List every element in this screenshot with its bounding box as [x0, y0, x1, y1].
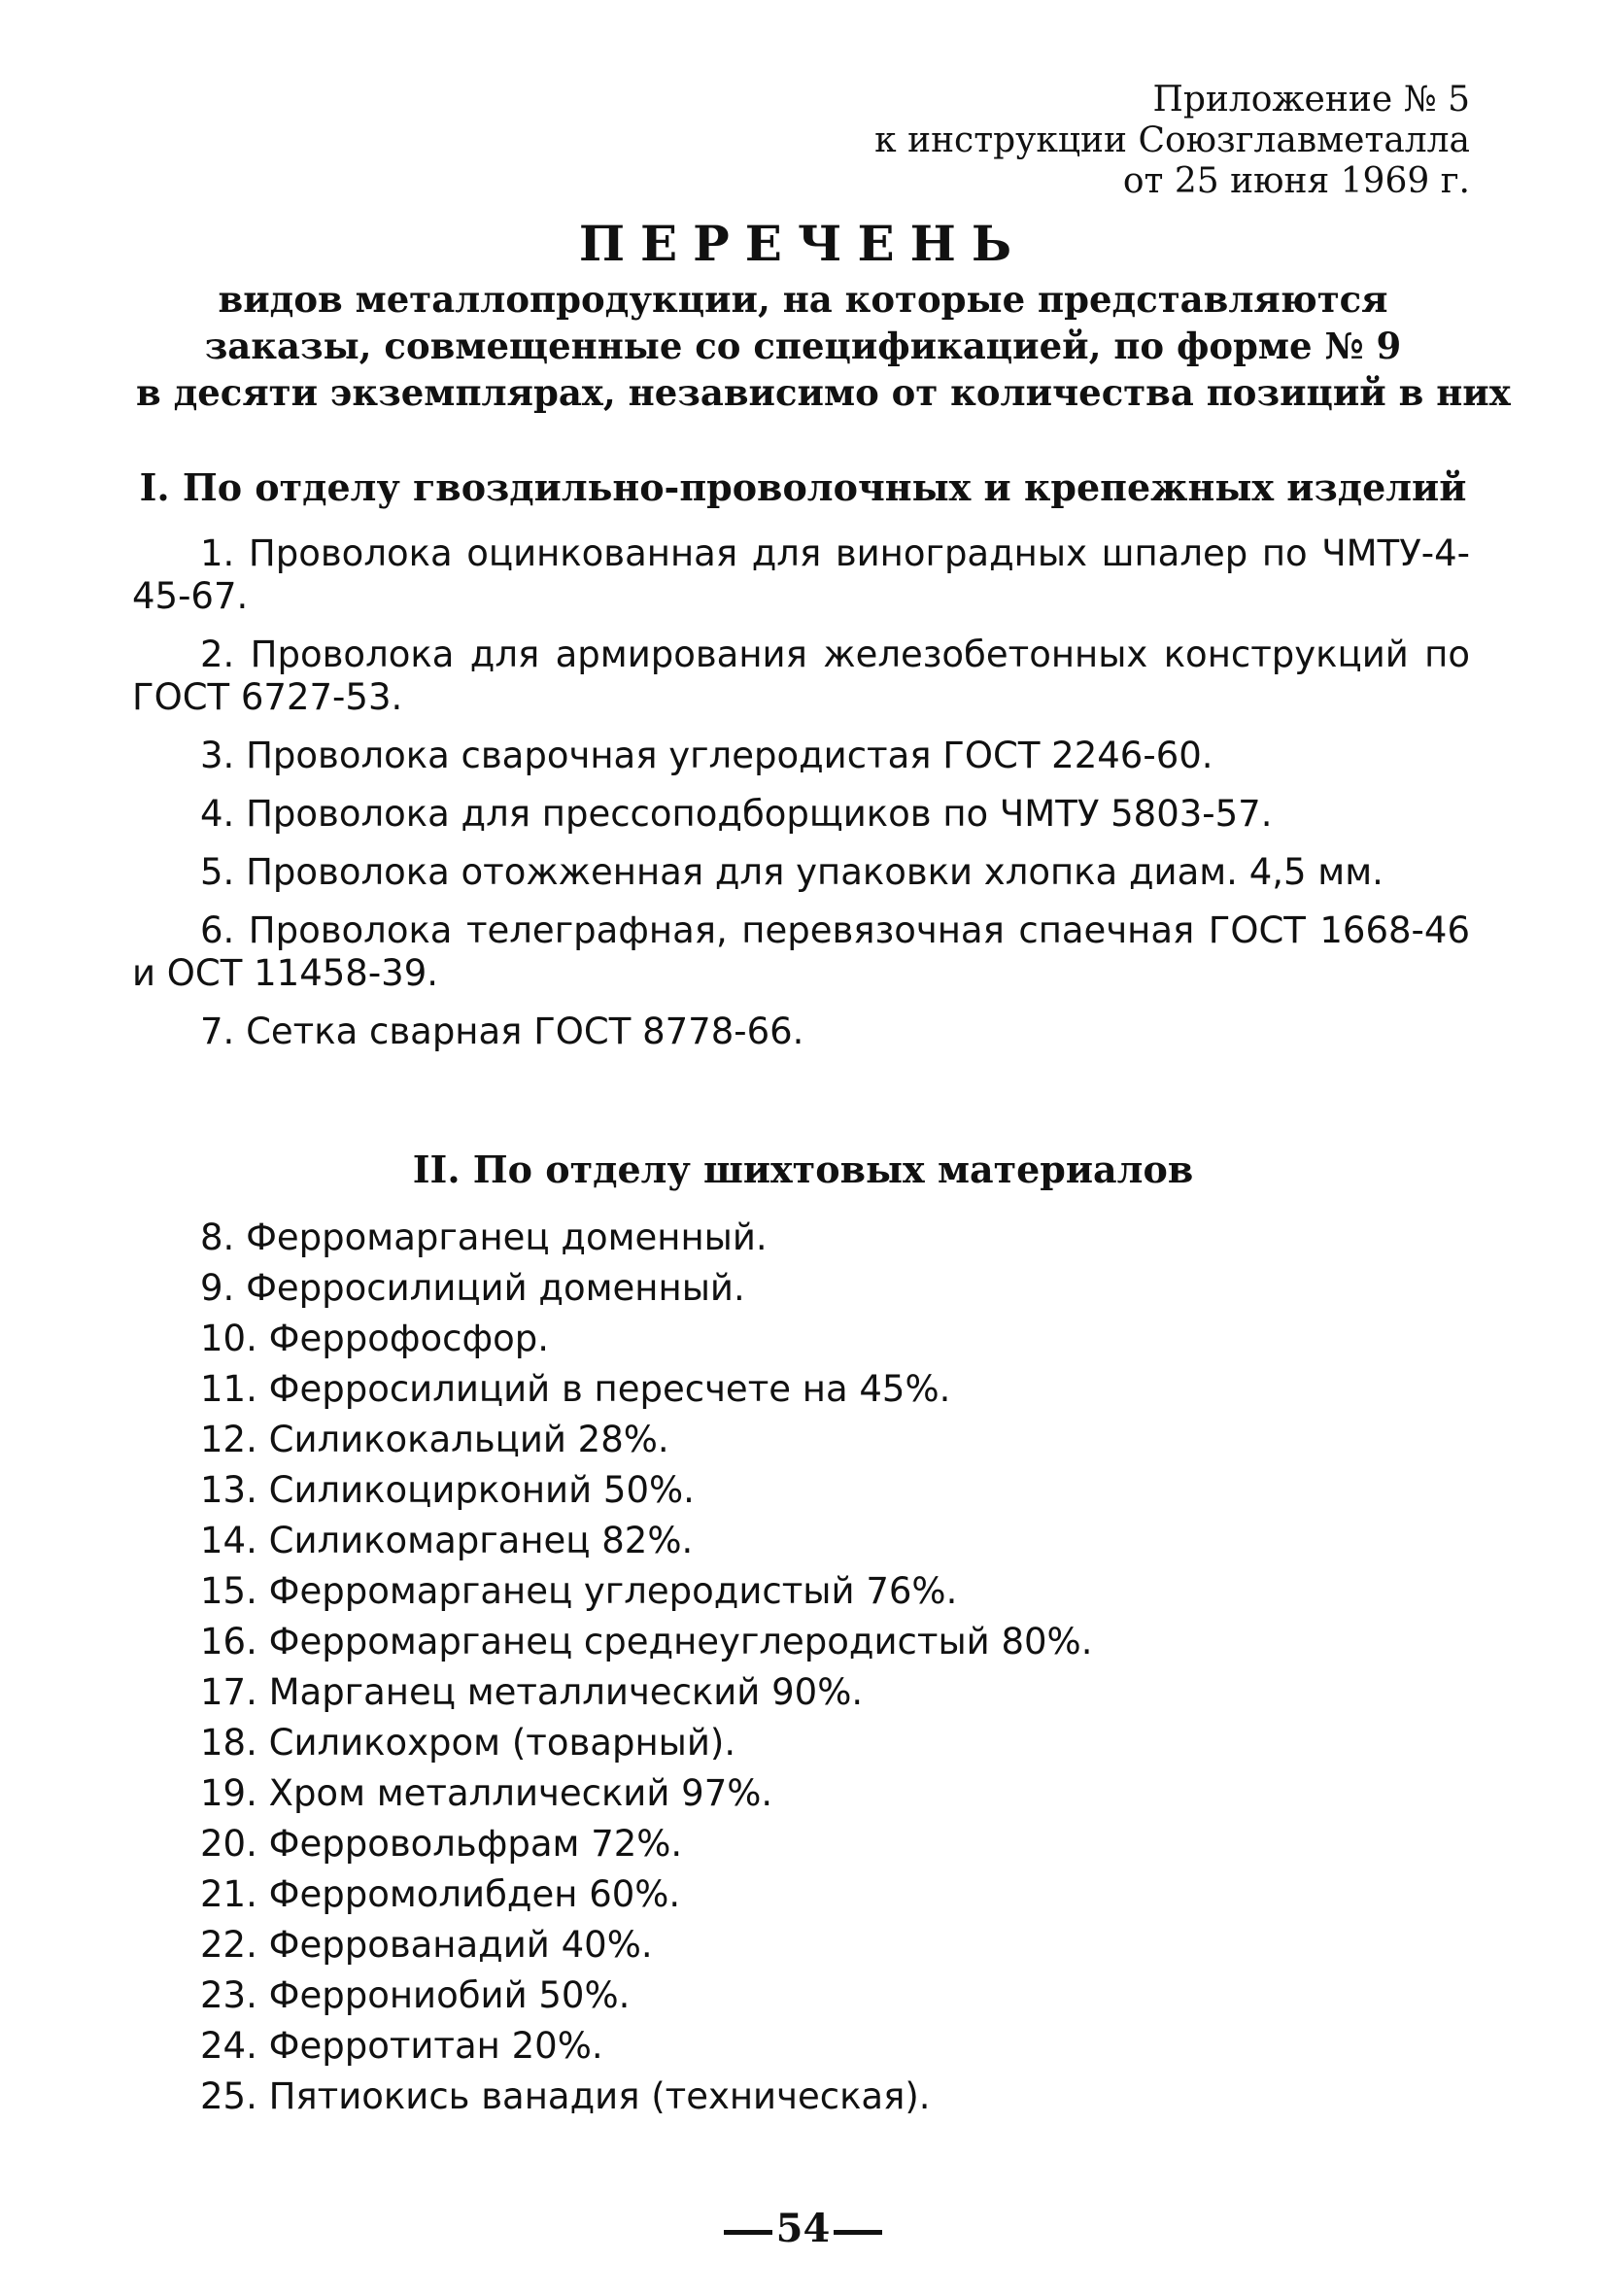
list-item: 20. Ферровольфрам 72%. [200, 1823, 683, 1865]
page-number-value: 54 [775, 2206, 831, 2251]
page-number [0, 2206, 1606, 2251]
section-2-list [200, 1213, 1463, 2122]
list-item: 12. Силикокальций 28%. [200, 1419, 669, 1460]
title-subline-1: видов металлопродукции, на которые представляются [218, 278, 1388, 321]
section-2-heading: II. По отделу шихтовых материалов [412, 1148, 1194, 1191]
list-item: 3. Проволока сварочная углеродистая ГОСТ 2246-60. [200, 735, 1213, 776]
appendix-line-3: от 25 июня 1969 г. [1122, 161, 1470, 201]
section-1-list [132, 532, 1470, 1069]
list-item: 9. Ферросилиций доменный. [200, 1267, 745, 1309]
list-item: 16. Ферромарганец среднеуглеродистый 80%. [200, 1621, 1093, 1662]
list-item: 13. Силикоцирконий 50%. [200, 1469, 695, 1511]
list-item: 7. Сетка сварная ГОСТ 8778-66. [200, 1011, 804, 1052]
title-subline-2: заказы, совмещенные со спецификацией, по форме № 9 [204, 325, 1402, 367]
list-item: 14. Силикомарганец 82%. [200, 1520, 694, 1561]
list-item: 18. Силикохром (товарный). [200, 1722, 736, 1764]
appendix-note [874, 80, 1470, 202]
list-item: 5. Проволока отожженная для упаковки хлопка диам. 4,5 мм. [200, 851, 1384, 893]
appendix-line-1: Приложение № 5 [1152, 80, 1470, 120]
list-item: 25. Пятиокись ванадия (техническая). [200, 2075, 931, 2117]
list-item: 17. Марганец металлический 90%. [200, 1671, 864, 1713]
list-item: 4. Проволока для прессоподборщиков по ЧМТУ 5803-57. [200, 793, 1273, 835]
list-item: 15. Ферромарганец углеродистый 76%. [200, 1570, 958, 1612]
page-number-dash-right [834, 2230, 882, 2235]
list-item: 8. Ферромарганец доменный. [200, 1217, 768, 1258]
list-item: 19. Хром металлический 97%. [200, 1772, 773, 1814]
list-item: 2. Проволока для армирования железобетонных конструкций по ГОСТ 6727-53. [132, 634, 1470, 718]
list-item: 24. Ферротитан 20%. [200, 2025, 603, 2067]
title-block [136, 215, 1511, 416]
list-item: 1. Проволока оцинкованная для виноградных шпалер по ЧМТУ-4-45-67. [132, 532, 1470, 617]
list-item: 21. Ферромолибден 60%. [200, 1873, 681, 1915]
list-item: 11. Ферросилиций в пересчете на 45%. [200, 1368, 951, 1410]
appendix-line-2: к инструкции Союзглавметалла [874, 120, 1470, 160]
section-1-heading: I. По отделу гвоздильно-проволочных и крепежных изделий [139, 465, 1467, 509]
list-item: 23. Феррониобий 50%. [200, 1974, 631, 2016]
list-item: 22. Феррованадий 40%. [200, 1924, 653, 1966]
list-item: 6. Проволока телеграфная, перевязочная спаечная ГОСТ 1668-46 и ОСТ 11458-39. [132, 909, 1470, 994]
title-subline-3: в десяти экземплярах, независимо от количества позиций в них [136, 371, 1511, 414]
list-item: 10. Феррофосфор. [200, 1318, 549, 1359]
page-number-dash-left [724, 2230, 772, 2235]
page-title: ПЕРЕЧЕНЬ [578, 215, 1028, 272]
